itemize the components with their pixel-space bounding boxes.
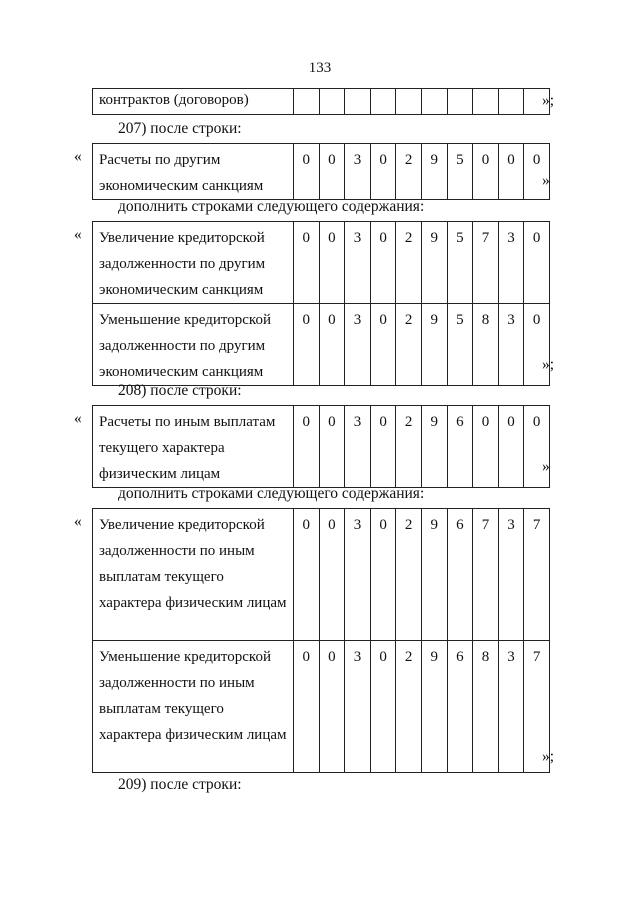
page-number: 133 (308, 60, 332, 76)
close-quote: » (542, 458, 550, 475)
code-cell: 3 (345, 509, 371, 641)
code-cell (498, 89, 524, 115)
code-cell: 0 (473, 144, 499, 200)
code-cell: 0 (294, 222, 320, 304)
code-cell: 9 (421, 144, 447, 200)
close-quote: »; (542, 356, 555, 373)
code-cell: 2 (396, 222, 422, 304)
code-cell: 2 (396, 144, 422, 200)
table-row (93, 509, 550, 641)
code-cell: 0 (319, 406, 345, 488)
code-cell: 6 (447, 509, 473, 641)
code-cell: 0 (294, 304, 320, 386)
code-cell: 0 (524, 222, 550, 304)
table-row (93, 222, 550, 304)
row-label: контрактов (договоров) (93, 89, 294, 115)
code-cell: 0 (294, 144, 320, 200)
row-label: Увеличение кредиторской задолженности по другим экономическим санкциям (93, 222, 294, 304)
code-cell: 0 (370, 509, 396, 641)
code-cell: 3 (498, 641, 524, 773)
code-cell: 5 (447, 304, 473, 386)
code-cell: 0 (370, 222, 396, 304)
row-label: Расчеты по иным выплатам текущего характера физическим лицам (93, 406, 294, 488)
code-cell: 5 (447, 222, 473, 304)
code-cell: 0 (524, 144, 550, 200)
code-cell: 3 (498, 509, 524, 641)
code-cell (294, 89, 320, 115)
open-quote: « (74, 148, 82, 165)
paragraph-209: 209) после строки: (118, 776, 242, 793)
code-cell: 0 (370, 406, 396, 488)
code-cell (421, 89, 447, 115)
code-cell: 0 (498, 406, 524, 488)
code-cell: 0 (498, 144, 524, 200)
code-cell: 3 (498, 304, 524, 386)
paragraph-add-1: дополнить строками следующего содержания: (118, 198, 425, 215)
table-row (93, 641, 550, 773)
code-cell: 9 (421, 509, 447, 641)
table-contracts (92, 88, 550, 115)
close-quote: » (542, 172, 550, 189)
code-cell: 8 (473, 304, 499, 386)
table-row (93, 144, 550, 200)
code-cell: 3 (345, 304, 371, 386)
code-cell: 0 (370, 641, 396, 773)
code-cell: 0 (319, 641, 345, 773)
row-label: Уменьшение кредиторской задолженности по иным выплатам текущего характера физическим лицам (93, 641, 294, 773)
code-cell: 0 (370, 144, 396, 200)
code-cell: 7 (473, 509, 499, 641)
code-cell (319, 89, 345, 115)
table-207 (92, 143, 550, 200)
table-208 (92, 405, 550, 488)
code-cell (447, 89, 473, 115)
code-cell: 0 (294, 509, 320, 641)
table-207-additions (92, 221, 550, 386)
close-quote: »; (542, 92, 555, 109)
code-cell: 9 (421, 304, 447, 386)
paragraph-208: 208) после строки: (118, 382, 242, 399)
code-cell: 2 (396, 509, 422, 641)
code-cell: 3 (345, 222, 371, 304)
table-208-additions (92, 508, 550, 773)
code-cell: 2 (396, 406, 422, 488)
code-cell: 0 (319, 509, 345, 641)
code-cell: 3 (345, 641, 371, 773)
code-cell: 0 (319, 222, 345, 304)
table-row (93, 304, 550, 386)
code-cell: 9 (421, 641, 447, 773)
table-row (93, 406, 550, 488)
code-cell: 0 (319, 304, 345, 386)
open-quote: « (74, 410, 82, 427)
code-cell: 7 (524, 641, 550, 773)
close-quote: »; (542, 748, 555, 765)
code-cell: 8 (473, 641, 499, 773)
code-cell: 3 (345, 406, 371, 488)
code-cell: 5 (447, 144, 473, 200)
open-quote: « (74, 513, 82, 530)
code-cell: 0 (294, 406, 320, 488)
code-cell: 7 (473, 222, 499, 304)
code-cell: 6 (447, 641, 473, 773)
table-row (93, 89, 550, 115)
row-label: Расчеты по другим экономическим санкциям (93, 144, 294, 200)
code-cell: 0 (524, 304, 550, 386)
code-cell (396, 89, 422, 115)
paragraph-add-2: дополнить строками следующего содержания: (118, 485, 425, 502)
code-cell: 0 (370, 304, 396, 386)
code-cell: 2 (396, 641, 422, 773)
code-cell: 3 (345, 144, 371, 200)
code-cell: 0 (319, 144, 345, 200)
code-cell: 0 (524, 406, 550, 488)
row-label: Уменьшение кредиторской задолженности по другим экономическим санкциям (93, 304, 294, 386)
code-cell: 9 (421, 406, 447, 488)
code-cell (370, 89, 396, 115)
code-cell: 0 (473, 406, 499, 488)
code-cell: 2 (396, 304, 422, 386)
code-cell: 3 (498, 222, 524, 304)
code-cell (345, 89, 371, 115)
code-cell: 6 (447, 406, 473, 488)
paragraph-207: 207) после строки: (118, 120, 242, 137)
open-quote: « (74, 226, 82, 243)
code-cell (473, 89, 499, 115)
row-label: Увеличение кредиторской задолженности по иным выплатам текущего характера физическим лицам (93, 509, 294, 641)
code-cell: 0 (294, 641, 320, 773)
code-cell: 7 (524, 509, 550, 641)
code-cell: 9 (421, 222, 447, 304)
